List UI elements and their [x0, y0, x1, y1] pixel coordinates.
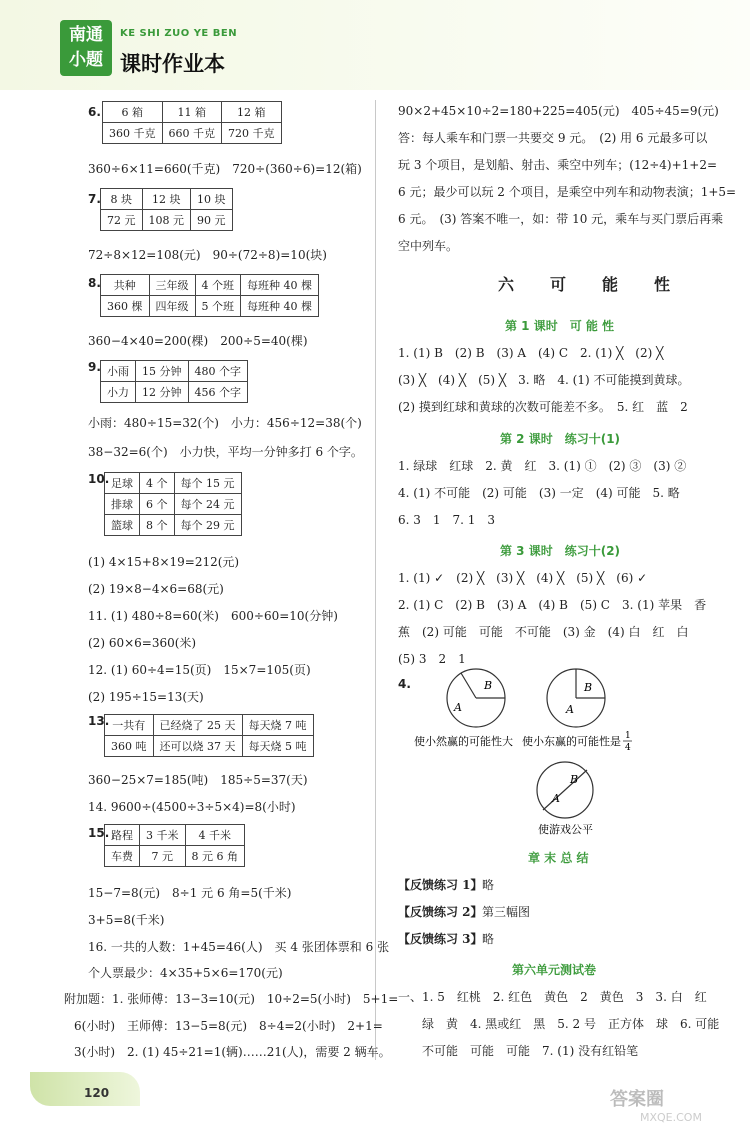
summary-title: 章 末 总 结	[528, 851, 589, 865]
header-title: 课时作业本	[120, 52, 225, 76]
table-cell: 90 元	[191, 210, 233, 231]
watermark-url: MXQE.COM	[640, 1111, 702, 1124]
page-header	[0, 0, 750, 90]
table-cell: 108 元	[142, 210, 191, 231]
spinner-3-label-b: B	[570, 773, 579, 786]
table-cell: 360 吨	[105, 736, 154, 757]
table-cell: 四年级	[149, 296, 195, 317]
feedback-2-text: 第三幅图	[482, 905, 531, 919]
extra-answer-2: 6(小时) 王师傅：13−5=8(元) 8÷4=2(小时) 2+1=	[74, 1019, 383, 1033]
table-cell: 11 箱	[162, 102, 222, 123]
s3-line-2: 2. (1) C (2) B (3) A (4) B (5) C 3. (1) 苹果 香	[398, 598, 707, 612]
s1-line-1: 1. (1) B (2) B (3) A (4) C 2. (1) ╳ (2) ╳	[398, 346, 664, 360]
table-cell: 排球	[105, 494, 140, 515]
table-cell: 已经烧了 25 天	[153, 715, 242, 736]
table-cell: 8 元 6 角	[185, 846, 245, 867]
fraction-denominator: 4	[625, 743, 631, 753]
feedback-3-text: 略	[482, 932, 495, 946]
spinner-1-label-b: B	[484, 679, 493, 692]
cont-line-1: 90×2+45×10÷2=180+225=405(元) 405÷45=9(元)	[398, 104, 719, 118]
brand-logo	[60, 20, 112, 76]
logo-line-1: 南通	[69, 25, 103, 45]
q11-answer-2: (2) 60×6=360(米)	[88, 636, 197, 650]
s2-line-2: 4. (1) 不可能 (2) 可能 (3) 一定 (4) 可能 5. 略	[398, 486, 680, 500]
table-cell: 小雨	[101, 361, 136, 382]
spinner-3	[537, 762, 593, 818]
q15-table	[104, 824, 245, 867]
spinner-1-label-a: A	[454, 701, 462, 714]
extra-answer-3: 3(小时) 2. (1) 45÷21=1(辆)……21(人)，需要 2 辆车。	[74, 1045, 391, 1059]
table-cell: 路程	[105, 825, 140, 846]
spinner-1	[447, 669, 505, 727]
q7-number: 7.	[88, 192, 101, 206]
table-cell: 360 千克	[103, 123, 163, 144]
logo-line-2: 小题	[69, 50, 103, 70]
cont-line-5: 6 元。 (3) 答案不唯一，如：带 10 元，乘车与买门票后再乘	[398, 212, 724, 226]
s3-line-1: 1. (1) ✓ (2) ╳ (3) ╳ (4) ╳ (5) ╳ (6) ✓	[398, 571, 648, 585]
spinner-1-caption: 使小然赢的可能性大	[414, 735, 513, 748]
spinner-2-label-b: B	[584, 681, 593, 694]
spinner-3-label-a: A	[552, 792, 560, 805]
table-cell: 4 个班	[195, 275, 241, 296]
table-cell: 8 个	[140, 515, 175, 536]
spinner-2-caption: 使小东赢的可能性是	[522, 735, 621, 748]
q16-answer-1: 16. 一共的人数：1+45=46(人) 买 4 张团体票和 6 张	[88, 940, 390, 954]
table-cell: 720 千克	[222, 123, 282, 144]
q15-number: 15.	[88, 826, 110, 840]
extra-answer-1: 附加题：1. 张师傅：13−3=10(元) 10÷2=5(小时) 5+1=	[64, 992, 399, 1006]
cont-line-4: 6 元；最少可以玩 2 个项目，是乘空中列车和动物表演；1+5=	[398, 185, 737, 199]
s3-line-4: (5) 3 2 1	[398, 652, 466, 666]
table-cell: 5 个班	[195, 296, 241, 317]
s2-line-3: 6. 3 1 7. 1 3	[398, 513, 496, 527]
table-cell: 每天烧 7 吨	[242, 715, 313, 736]
table-cell: 12 箱	[222, 102, 282, 123]
page-number: 120	[84, 1086, 110, 1100]
cont-line-3: 玩 3 个项目，是划船、射击、乘空中列车；(12÷4)+1+2=	[398, 158, 718, 172]
s1-line-3: (2) 摸到红球和黄球的次数可能差不多。 5. 红 蓝 2	[398, 400, 688, 414]
table-cell: 篮球	[105, 515, 140, 536]
table-cell: 360 棵	[101, 296, 150, 317]
q9-table	[100, 360, 248, 403]
q15-answer-2: 3+5=8(千米)	[88, 913, 165, 927]
q15-answer-1: 15−7=8(元) 8÷1 元 6 角=5(千米)	[88, 886, 292, 900]
table-cell: 10 块	[191, 189, 233, 210]
table-cell: 6 个	[140, 494, 175, 515]
feedback-2-label: 【反馈练习 2】	[398, 905, 483, 919]
column-divider	[375, 100, 376, 1060]
section-3-title: 第 3 课时 练习十(2)	[500, 544, 621, 558]
feedback-3-label: 【反馈练习 3】	[398, 932, 483, 946]
q11-answer-1: 11. (1) 480÷8=60(米) 600÷60=10(分钟)	[88, 609, 338, 623]
table-cell: 3 千米	[140, 825, 186, 846]
test-line-1: 一、1. 5 红桃 2. 红色 黄色 2 黄色 3 3. 白 红	[398, 990, 707, 1004]
table-cell: 一共有	[105, 715, 154, 736]
spinner-2-label-a: A	[566, 703, 574, 716]
unit-title: 六 可 能 性	[498, 275, 681, 294]
q10-table	[104, 472, 242, 536]
table-cell: 每班种 40 棵	[241, 296, 319, 317]
table-cell: 小力	[101, 382, 136, 403]
q8-table	[100, 274, 319, 317]
table-cell: 456 个字	[188, 382, 248, 403]
q14-answer: 14. 9600÷(4500÷3÷5×4)=8(小时)	[88, 800, 296, 814]
s1-line-2: (3) ╳ (4) ╳ (5) ╳ 3. 略 4. (1) 不可能摸到黄球。	[398, 373, 690, 387]
q6-table	[102, 101, 282, 144]
cont-line-2: 答：每人乘车和门票一共要交 9 元。 (2) 用 6 元最多可以	[398, 131, 708, 145]
q12-answer-2: (2) 195÷15=13(天)	[88, 690, 204, 704]
table-cell: 共种	[101, 275, 150, 296]
q10-answer-1: (1) 4×15+8×19=212(元)	[88, 555, 240, 569]
table-cell: 72 元	[101, 210, 143, 231]
cont-line-6: 空中列车。	[398, 239, 459, 253]
watermark-logo: 答案圈	[610, 1089, 664, 1110]
fraction-numerator: 1	[625, 731, 631, 741]
test-line-2: 绿 黄 4. 黑或红 黑 5. 2 号 正方体 球 6. 可能	[422, 1017, 720, 1031]
q10-number: 10.	[88, 472, 110, 486]
unit-test-title: 第六单元测试卷	[512, 963, 597, 977]
section-2-title: 第 2 课时 练习十(1)	[500, 432, 621, 446]
q8-answer: 360−4×40=200(棵) 200÷5=40(棵)	[88, 334, 308, 348]
spinner-3-caption: 使游戏公平	[538, 823, 593, 836]
q16-answer-2: 个人票最少：4×35+5×6=170(元)	[88, 966, 283, 980]
table-cell: 每天烧 5 吨	[242, 736, 313, 757]
q6-answer: 360÷6×11=660(千克) 720÷(360÷6)=12(箱)	[88, 162, 362, 176]
table-cell: 每个 24 元	[174, 494, 241, 515]
q7-table	[100, 188, 233, 231]
q9-answer-2: 38−32=6(个) 小力快，平均一分钟多打 6 个字。	[88, 445, 363, 459]
q13-answer: 360−25×7=185(吨) 185÷5=37(天)	[88, 773, 308, 787]
table-cell: 660 千克	[162, 123, 222, 144]
table-cell: 7 元	[140, 846, 186, 867]
header-english: KE SHI ZUO YE BEN	[120, 28, 238, 39]
spinner-figures	[380, 665, 740, 845]
q9-number: 9.	[88, 360, 101, 374]
q4-number: 4.	[398, 677, 411, 691]
table-cell: 6 箱	[103, 102, 163, 123]
s3-line-3: 蕉 (2) 可能 可能 不可能 (3) 金 (4) 白 红 白	[398, 625, 689, 639]
table-cell: 三年级	[149, 275, 195, 296]
q6-number: 6.	[88, 105, 101, 119]
s2-line-1: 1. 绿球 红球 2. 黄 红 3. (1) ① (2) ③ (3) ②	[398, 459, 687, 473]
table-cell: 15 分钟	[136, 361, 189, 382]
feedback-1-text: 略	[482, 878, 495, 892]
q13-table	[104, 714, 314, 757]
table-cell: 4 千米	[185, 825, 245, 846]
test-line-3: 不可能 可能 可能 7. (1) 没有红铅笔	[422, 1044, 639, 1058]
q13-number: 13.	[88, 714, 110, 728]
table-cell: 12 块	[142, 189, 191, 210]
feedback-1-label: 【反馈练习 1】	[398, 878, 483, 892]
section-1-title: 第 1 课时 可 能 性	[505, 319, 615, 333]
table-cell: 每班种 40 棵	[241, 275, 319, 296]
q8-number: 8.	[88, 276, 101, 290]
q7-answer: 72÷8×12=108(元) 90÷(72÷8)=10(块)	[88, 248, 327, 262]
table-cell: 每个 29 元	[174, 515, 241, 536]
table-cell: 8 块	[101, 189, 143, 210]
table-cell: 4 个	[140, 473, 175, 494]
table-cell: 12 分钟	[136, 382, 189, 403]
table-cell: 还可以烧 37 天	[153, 736, 242, 757]
table-cell: 足球	[105, 473, 140, 494]
table-cell: 每个 15 元	[174, 473, 241, 494]
q9-answer-1: 小雨：480÷15=32(个) 小力：456÷12=38(个)	[88, 416, 362, 430]
q12-answer-1: 12. (1) 60÷4=15(页) 15×7=105(页)	[88, 663, 311, 677]
spinner-2	[547, 669, 605, 727]
table-cell: 车费	[105, 846, 140, 867]
q10-answer-2: (2) 19×8−4×6=68(元)	[88, 582, 224, 596]
table-cell: 480 个字	[188, 361, 248, 382]
